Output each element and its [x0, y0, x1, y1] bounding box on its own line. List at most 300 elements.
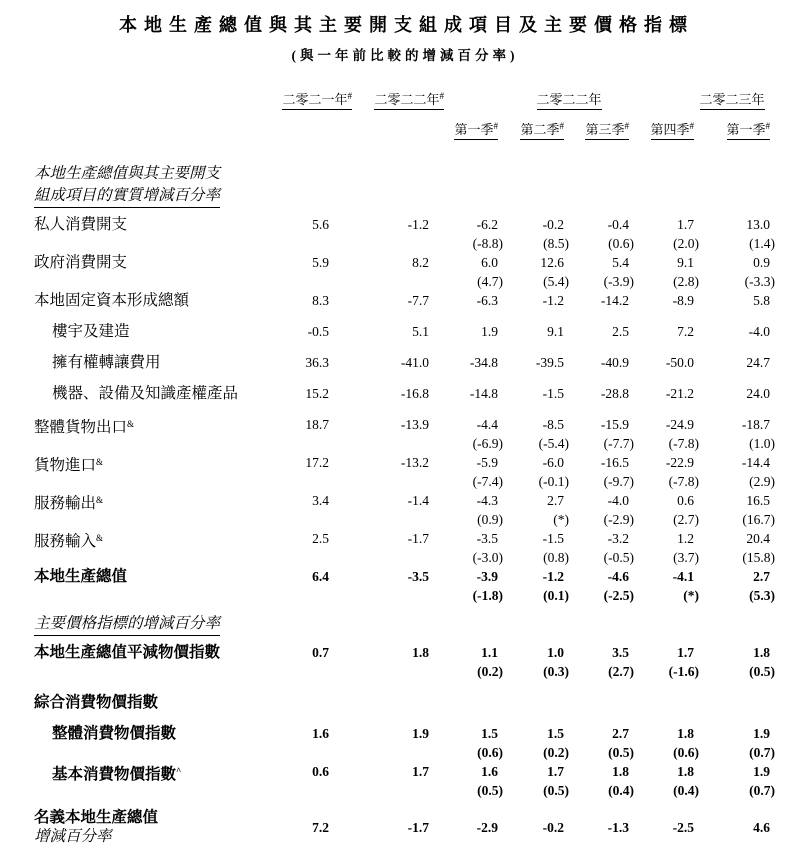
row-label: 私人消費開支 [34, 216, 128, 233]
value-cell [274, 800, 352, 846]
value-cell [498, 353, 564, 384]
data-row [34, 724, 770, 762]
value: 1.8 [412, 645, 429, 660]
value: -13.9 [400, 417, 429, 432]
value: -1.5 [542, 386, 564, 401]
seasonally-adjusted-value: (0.7) [749, 783, 776, 798]
quarter-label: 第一季 [454, 122, 494, 137]
seasonally-adjusted-value: (-7.4) [472, 474, 503, 489]
seasonally-adjusted-value: (-3.0) [472, 550, 503, 565]
value: -6.3 [476, 293, 498, 308]
value-cell [352, 384, 444, 415]
value-cell [498, 724, 569, 762]
value: -18.7 [741, 417, 771, 432]
footnote-mark: # [689, 121, 695, 131]
value-cell [564, 253, 634, 291]
col-header-2021 [274, 89, 352, 119]
seasonally-adjusted-value: (*) [683, 588, 700, 603]
value: -4.3 [476, 493, 498, 508]
value: -24.9 [665, 417, 695, 432]
seasonally-adjusted-value: (5.3) [749, 588, 776, 603]
value: -1.2 [407, 217, 429, 232]
value-cell [444, 253, 503, 291]
value: 1.5 [481, 726, 498, 741]
seasonally-adjusted-value: (-7.7) [603, 436, 634, 451]
col-header-span-2023 [694, 89, 770, 119]
value: 24.7 [746, 355, 771, 370]
value-cell [564, 643, 634, 693]
value: -6.0 [542, 455, 564, 470]
footnote-mark: # [624, 121, 629, 131]
footnote-mark: # [347, 91, 352, 101]
row-label-second-line: 增減百分率 [34, 828, 112, 845]
value: 1.1 [481, 645, 498, 660]
seasonally-adjusted-value: (15.8) [742, 550, 776, 565]
value-cell [498, 529, 569, 567]
value-cell [352, 724, 444, 762]
value: -3.5 [407, 569, 429, 584]
value-cell [444, 291, 498, 322]
value: -21.2 [665, 386, 695, 401]
seasonally-adjusted-value: (-7.8) [668, 436, 700, 451]
value: 1.7 [547, 764, 564, 779]
data-row [34, 453, 770, 491]
value-cell [444, 415, 503, 453]
value: 1.8 [612, 764, 629, 779]
section-heading-row [34, 155, 770, 215]
data-row [34, 491, 770, 529]
value: 5.9 [312, 255, 329, 270]
data-row [34, 291, 770, 322]
value-cell [274, 529, 352, 567]
seasonally-adjusted-value: (-8.8) [472, 236, 503, 251]
value-cell [498, 693, 564, 724]
value-cell [694, 693, 770, 724]
value: 6.4 [312, 569, 329, 584]
value-cell [444, 353, 498, 384]
value-cell [629, 693, 694, 724]
value-cell [629, 384, 694, 415]
seasonally-adjusted-value: (*) [553, 512, 569, 527]
data-row [34, 529, 770, 567]
value-cell [629, 491, 700, 529]
value-cell [694, 567, 776, 605]
value: 17.2 [305, 455, 329, 470]
value: 2.7 [612, 726, 629, 741]
value-cell [629, 643, 700, 693]
value-cell [564, 215, 634, 253]
value-cell [564, 453, 634, 491]
quarter-label: 第二季 [520, 122, 560, 137]
value: 3.5 [612, 645, 629, 660]
value: 0.6 [312, 764, 329, 779]
value-cell [564, 491, 634, 529]
value: -2.9 [476, 819, 498, 835]
data-row [34, 322, 770, 353]
seasonally-adjusted-value: (0.6) [477, 745, 503, 760]
value-cell [352, 291, 444, 322]
value-cell [498, 643, 569, 693]
value: 1.6 [481, 764, 498, 779]
value-cell [444, 453, 503, 491]
seasonally-adjusted-value: (0.2) [477, 664, 503, 679]
seasonally-adjusted-value: (-5.4) [538, 436, 569, 451]
empty-header-cell [352, 119, 444, 155]
value: -16.8 [400, 386, 429, 401]
value-cell [694, 353, 770, 384]
year-header-row [34, 89, 770, 119]
value: 2.5 [312, 531, 329, 546]
value-cell [498, 415, 569, 453]
value-cell [352, 215, 444, 253]
value: 16.5 [746, 493, 771, 508]
value-cell [498, 762, 569, 800]
seasonally-adjusted-value: (0.6) [673, 745, 700, 760]
value-cell [694, 384, 770, 415]
value-cell [564, 724, 634, 762]
row-label: 機器、設備及知識產權產品 [52, 385, 239, 402]
value: 1.8 [677, 726, 695, 741]
row-label: 名義本地生產總值 增減百分率 [34, 800, 274, 846]
table-body [34, 155, 776, 846]
value-cell [444, 693, 498, 724]
data-row [34, 253, 770, 291]
value-cell [629, 291, 694, 322]
value: 3.4 [312, 493, 329, 508]
value-cell [629, 567, 700, 605]
value-cell [694, 253, 776, 291]
value: -41.0 [400, 355, 429, 370]
value-cell [498, 291, 564, 322]
value-cell [274, 724, 352, 762]
row-label: 本地生產總值平減物價指數 [34, 644, 221, 661]
value: 7.2 [312, 819, 329, 835]
value: 5.1 [412, 324, 429, 339]
empty-header-cell [34, 119, 274, 155]
value: -6.2 [476, 217, 498, 232]
value: 2.7 [753, 569, 771, 584]
value-cell [694, 415, 776, 453]
value-cell [444, 567, 503, 605]
row-label: 基本消費物價指數^ [52, 766, 182, 783]
section-heading-row [34, 605, 770, 643]
value-cell [564, 384, 629, 415]
row-label: 本地生產總值 [34, 568, 128, 585]
value: 18.7 [305, 417, 329, 432]
seasonally-adjusted-value: (-1.8) [472, 588, 503, 603]
seasonally-adjusted-value: (0.6) [608, 236, 634, 251]
quarter-label: 第一季 [726, 122, 766, 137]
value: 12.6 [540, 255, 564, 270]
footnote-mark: # [765, 121, 771, 131]
value: -13.2 [400, 455, 429, 470]
value: -4.0 [607, 493, 629, 508]
value-cell [629, 253, 700, 291]
row-label: 貨物進口& [34, 457, 104, 474]
value-cell [274, 693, 352, 724]
value: -1.3 [607, 819, 629, 835]
value: -50.0 [665, 355, 695, 370]
value-cell [498, 491, 569, 529]
value: -39.5 [535, 355, 564, 370]
value: 0.9 [753, 255, 771, 270]
value: -14.8 [469, 386, 498, 401]
value-cell [629, 724, 700, 762]
seasonally-adjusted-value: (2.8) [673, 274, 700, 289]
seasonally-adjusted-value: (0.5) [608, 745, 634, 760]
col-header-q4-2022 [629, 119, 694, 155]
seasonally-adjusted-value: (-2.5) [603, 588, 634, 603]
row-label: 擁有權轉讓費用 [52, 354, 161, 371]
value-cell [629, 322, 694, 353]
value: 1.2 [677, 531, 695, 546]
value: 1.8 [753, 645, 771, 660]
data-row [34, 693, 770, 724]
value-cell [694, 453, 776, 491]
value-cell [564, 353, 629, 384]
row-label: 政府消費開支 [34, 254, 128, 271]
value: 2.7 [547, 493, 564, 508]
value-cell [694, 215, 776, 253]
value: -4.4 [476, 417, 498, 432]
value: -3.2 [607, 531, 629, 546]
row-label: 服務輸出& [34, 495, 104, 512]
value-cell [564, 762, 634, 800]
footnote-mark: & [96, 533, 104, 543]
seasonally-adjusted-value: (0.4) [673, 783, 700, 798]
value: -5.9 [476, 455, 498, 470]
value: 9.1 [547, 324, 564, 339]
data-row [34, 215, 770, 253]
value-cell [274, 415, 352, 453]
seasonally-adjusted-value: (2.0) [673, 236, 700, 251]
value: 8.3 [312, 293, 329, 308]
page-subtitle: (與一年前比較的增減百分率) [291, 48, 519, 63]
value: 1.0 [547, 645, 564, 660]
value: 1.7 [412, 764, 429, 779]
value: -1.5 [542, 531, 564, 546]
value-cell [694, 724, 776, 762]
value-cell [274, 291, 352, 322]
col-header-span-2022 [444, 89, 694, 119]
value-cell [352, 800, 444, 846]
row-label: 服務輸入& [34, 533, 104, 550]
year-2021-label: 二零二一年 [282, 92, 348, 107]
value-cell [352, 529, 444, 567]
value-cell [564, 291, 629, 322]
value: -2.5 [672, 819, 695, 835]
value: -14.4 [741, 455, 771, 470]
value: 5.6 [312, 217, 329, 232]
data-row [34, 353, 770, 384]
value-cell [274, 491, 352, 529]
value-cell [352, 353, 444, 384]
value: -40.9 [600, 355, 629, 370]
footnote-mark: & [96, 495, 104, 505]
value-cell [444, 215, 503, 253]
data-row [34, 800, 770, 846]
value: 1.8 [677, 764, 695, 779]
value-cell [444, 800, 498, 846]
footnote-mark: # [493, 121, 498, 131]
value-cell [694, 291, 770, 322]
value: 15.2 [305, 386, 329, 401]
value: 20.4 [746, 531, 771, 546]
seasonally-adjusted-value: (0.8) [543, 550, 569, 565]
seasonally-adjusted-value: (-9.7) [603, 474, 634, 489]
value-cell [629, 529, 700, 567]
row-label: 樓宇及建造 [52, 323, 130, 340]
value-cell [629, 415, 700, 453]
value: -0.5 [307, 324, 329, 339]
value: -28.8 [600, 386, 629, 401]
value-cell [694, 643, 776, 693]
value: 1.9 [412, 726, 429, 741]
value-cell [498, 215, 569, 253]
value-cell [274, 384, 352, 415]
value-cell [274, 643, 352, 693]
value: -1.7 [407, 531, 429, 546]
value: -1.2 [542, 293, 564, 308]
footnote-mark: # [439, 91, 444, 101]
row-label: 整體貨物出口& [34, 419, 135, 436]
value-cell [444, 322, 498, 353]
value: 2.5 [612, 324, 629, 339]
section-heading-line: 組成項目的實質增減百分率 [34, 185, 770, 208]
row-label: 綜合消費物價指數 [34, 694, 159, 711]
value-cell [352, 762, 444, 800]
value-cell [694, 322, 770, 353]
value: 1.9 [481, 324, 498, 339]
value: -7.7 [407, 293, 429, 308]
seasonally-adjusted-value: (4.7) [477, 274, 503, 289]
value-cell [444, 762, 503, 800]
seasonally-adjusted-value: (0.2) [543, 745, 569, 760]
value: -16.5 [600, 455, 629, 470]
seasonally-adjusted-value: (2.9) [749, 474, 776, 489]
value-cell [444, 724, 503, 762]
value: 0.6 [677, 493, 695, 508]
value: 1.9 [753, 726, 771, 741]
footnote-mark: # [559, 121, 564, 131]
value: 8.2 [412, 255, 429, 270]
seasonally-adjusted-value: (0.3) [543, 664, 569, 679]
value-cell [352, 453, 444, 491]
value-cell [564, 415, 634, 453]
seasonally-adjusted-value: (-1.6) [668, 664, 700, 679]
value-cell [564, 800, 629, 846]
col-header-q2-2022 [498, 119, 564, 155]
value: 36.3 [305, 355, 329, 370]
span-2023-label: 二零二三年 [700, 89, 765, 110]
page-title: 本地生產總值與其主要開支組成項目及主要價格指標 [119, 15, 694, 35]
value: 1.7 [677, 645, 695, 660]
col-header-q3-2022 [564, 119, 629, 155]
value-cell [274, 453, 352, 491]
value: -1.2 [542, 569, 564, 584]
value: -0.4 [607, 217, 629, 232]
value: 13.0 [746, 217, 771, 232]
seasonally-adjusted-value: (2.7) [608, 664, 634, 679]
data-row [34, 384, 770, 415]
section-heading-line: 本地生產總值與其主要開支 [34, 165, 221, 182]
row-label: 本地固定資本形成總額 [34, 292, 190, 309]
value-cell [352, 253, 444, 291]
value: 1.6 [312, 726, 329, 741]
value-cell [629, 215, 700, 253]
value-cell [498, 322, 564, 353]
seasonally-adjusted-value: (3.7) [673, 550, 700, 565]
quarter-label: 第四季 [650, 122, 690, 137]
seasonally-adjusted-value: (2.7) [673, 512, 700, 527]
value: -22.9 [665, 455, 695, 470]
value-cell [352, 491, 444, 529]
year-2022-label: 二零二二年 [374, 92, 440, 107]
seasonally-adjusted-value: (0.7) [749, 745, 776, 760]
empty-header-cell [274, 119, 352, 155]
value-cell [694, 800, 770, 846]
value: -4.1 [672, 569, 695, 584]
value: -15.9 [600, 417, 629, 432]
seasonally-adjusted-value: (-6.9) [472, 436, 503, 451]
seasonally-adjusted-value: (-0.5) [603, 550, 634, 565]
seasonally-adjusted-value: (1.4) [749, 236, 776, 251]
data-row [34, 415, 770, 453]
value-cell [629, 762, 700, 800]
value: 5.4 [612, 255, 629, 270]
value-cell [352, 415, 444, 453]
span-2022-label: 二零二二年 [537, 89, 602, 110]
value-cell [444, 529, 503, 567]
value-cell [629, 453, 700, 491]
gdp-stats-table [34, 89, 776, 846]
seasonally-adjusted-value: (-2.9) [603, 512, 634, 527]
col-header-2022 [352, 89, 444, 119]
seasonally-adjusted-value: (0.5) [543, 783, 569, 798]
value-cell [274, 322, 352, 353]
section-heading-cell [34, 605, 770, 643]
value: -4.6 [607, 569, 629, 584]
value: -8.9 [672, 293, 695, 308]
value-cell [352, 643, 444, 693]
quarter-header-row [34, 119, 770, 155]
footnote-mark: & [127, 419, 135, 429]
data-row [34, 762, 770, 800]
value-cell [274, 215, 352, 253]
quarter-label: 第三季 [585, 122, 625, 137]
value: 1.9 [753, 764, 771, 779]
seasonally-adjusted-value: (0.5) [477, 783, 503, 798]
value-cell [498, 800, 564, 846]
footnote-mark: ^ [176, 766, 182, 776]
value: -8.5 [542, 417, 564, 432]
value-cell [274, 567, 352, 605]
table-header [34, 89, 770, 155]
value: -0.2 [542, 819, 564, 835]
seasonally-adjusted-value: (-7.8) [668, 474, 700, 489]
value-cell [352, 693, 444, 724]
empty-header-cell [34, 89, 274, 119]
value: -0.2 [542, 217, 564, 232]
value-cell [444, 643, 503, 693]
value: 7.2 [677, 324, 695, 339]
value-cell [564, 322, 629, 353]
value-cell [352, 567, 444, 605]
seasonally-adjusted-value: (8.5) [543, 236, 569, 251]
data-row [34, 567, 770, 605]
value-cell [629, 353, 694, 384]
value: 1.7 [677, 217, 695, 232]
